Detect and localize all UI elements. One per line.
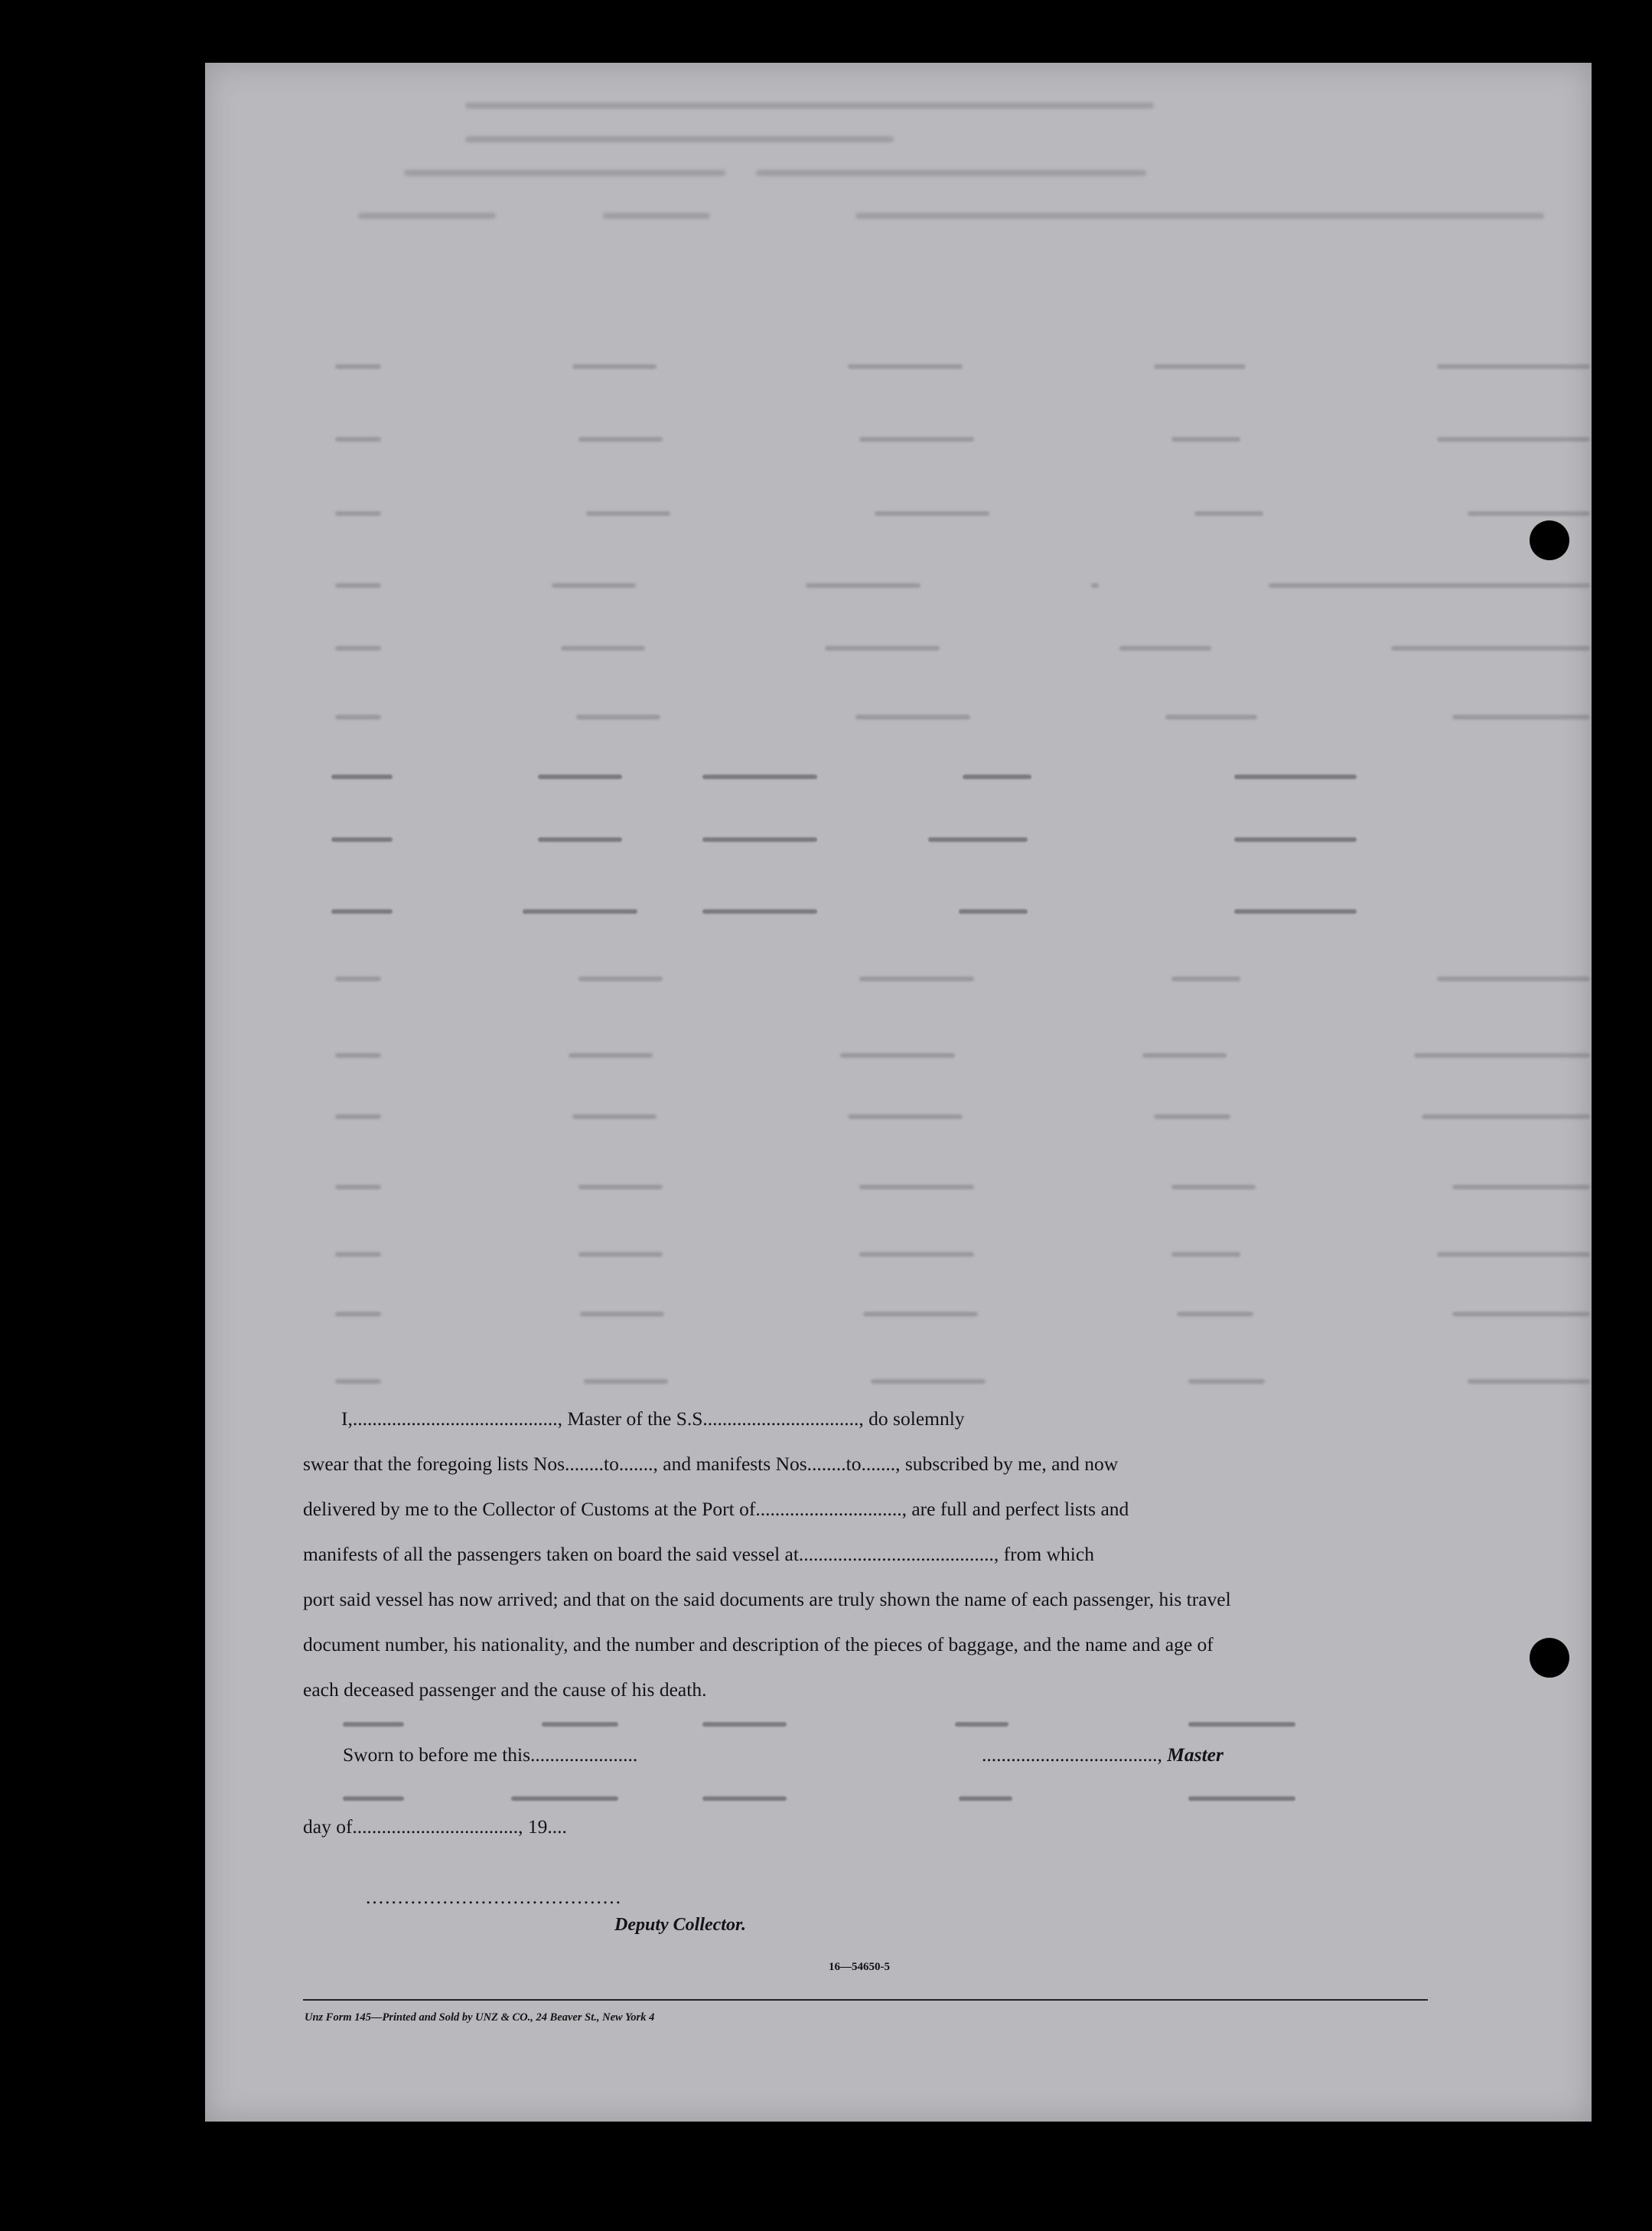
strike-mark [538, 775, 622, 779]
ghost-header [465, 103, 1154, 109]
strike-mark [538, 837, 622, 842]
ghost-header [404, 170, 725, 176]
ghost-row [335, 1104, 1590, 1130]
deputy-signature-dots: ........................................ [366, 1886, 622, 1908]
punch-hole [1530, 1638, 1569, 1678]
strike-mark [928, 837, 1028, 842]
strike-mark [523, 909, 637, 914]
ghost-header [603, 213, 710, 219]
oath-line: port said vessel has now arrived; and that on the said documents are truly shown the name of each passenger, his travel [303, 1588, 1231, 1610]
strike-mark [702, 909, 817, 914]
ghost-header [465, 136, 894, 142]
form-number: 16—54650-5 [829, 1961, 890, 1973]
strike-mark [959, 909, 1028, 914]
strike-mark [343, 1796, 404, 1801]
printer-credit: Unz Form 145—Printed and Sold by UNZ & CO., 24 Beaver St., New York 4 [305, 2011, 655, 2024]
footer-rule [303, 1999, 1428, 2001]
punch-hole [1530, 520, 1569, 560]
strike-mark [1188, 1796, 1295, 1801]
sworn-line: Sworn to before me this...................... [343, 1743, 638, 1766]
strike-mark [331, 837, 393, 842]
ghost-row [335, 1174, 1590, 1200]
ghost-row [335, 1042, 1590, 1068]
master-label: Master [1167, 1743, 1224, 1766]
strike-mark [702, 1722, 787, 1727]
strike-mark [1234, 837, 1357, 842]
ghost-row [335, 1368, 1590, 1394]
oath-line: manifests of all the passengers taken on board the said vessel at........................................, from which [303, 1543, 1094, 1565]
strike-mark [702, 1796, 787, 1801]
strike-mark [702, 837, 817, 842]
strike-mark [1234, 775, 1357, 779]
bleed-through-layer [205, 63, 1592, 2122]
oath-line: I,.........................................., Master of the S.S................................, do solemnly [341, 1407, 965, 1430]
document-page [205, 63, 1592, 2122]
ghost-header [855, 213, 1544, 219]
oath-line: document number, his nationality, and the number and description of the pieces of baggage, and the name and age of [303, 1633, 1214, 1655]
strike-mark [511, 1796, 618, 1801]
ghost-row [335, 966, 1590, 992]
strike-mark [331, 775, 393, 779]
oath-paragraph [303, 1396, 1428, 1712]
master-signature-line [982, 1743, 1224, 1766]
ghost-header [358, 213, 496, 219]
ghost-row [335, 704, 1590, 730]
ghost-header [756, 170, 1146, 176]
strike-mark [955, 1722, 1008, 1727]
strike-mark [959, 1796, 1012, 1801]
ghost-row [335, 354, 1590, 380]
ghost-row [335, 501, 1590, 527]
strike-mark [702, 775, 817, 779]
ghost-row [335, 635, 1590, 661]
oath-line: each deceased passenger and the cause of his death. [303, 1678, 707, 1701]
strike-mark [1188, 1722, 1295, 1727]
strike-mark [963, 775, 1031, 779]
deputy-collector-label [614, 1915, 746, 1936]
strike-mark [1234, 909, 1357, 914]
ghost-row [335, 426, 1590, 452]
deputy-label-text: Deputy Collector. [614, 1915, 746, 1935]
day-line: day of.................................., 19.... [303, 1815, 567, 1838]
oath-line: swear that the foregoing lists Nos........to......., and manifests Nos........to......., subscribed by me, and now [303, 1453, 1119, 1475]
ghost-row [335, 572, 1590, 599]
strike-mark [343, 1722, 404, 1727]
strike-mark [542, 1722, 618, 1727]
oath-line: delivered by me to the Collector of Customs at the Port of.............................., are full and perfect lists and [303, 1498, 1129, 1520]
ghost-row [335, 1301, 1590, 1327]
master-dots: ...................................., [982, 1743, 1168, 1766]
ghost-row [335, 1241, 1590, 1267]
strike-mark [331, 909, 393, 914]
